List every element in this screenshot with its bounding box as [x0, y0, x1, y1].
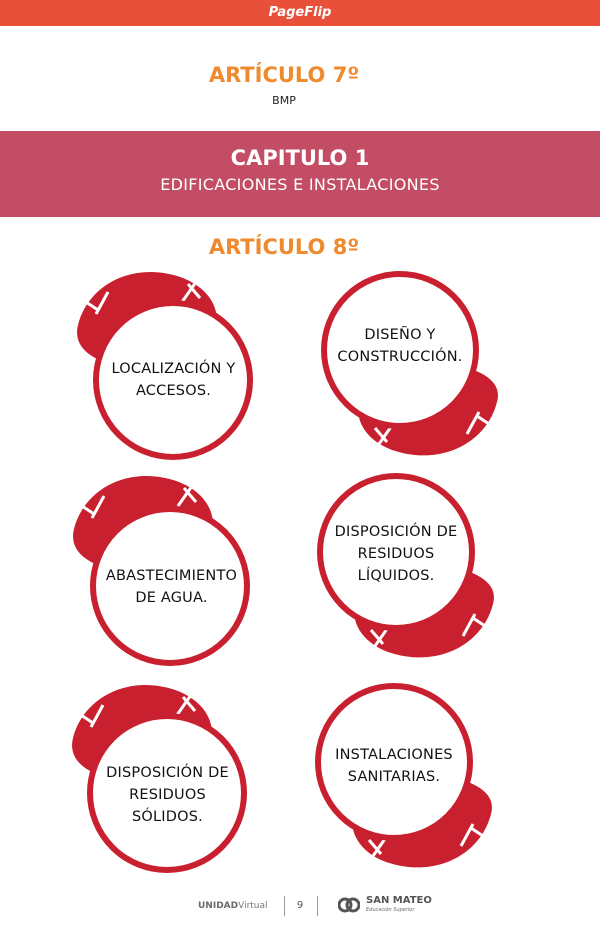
badge-line: RESIDUOS	[357, 546, 435, 562]
chapter-banner	[0, 131, 600, 217]
badge-line: DISPOSICIÓN DE	[106, 765, 229, 781]
badge-line: LOCALIZACIÓN Y	[111, 361, 236, 377]
article-7-subtitle: BMP	[272, 94, 296, 107]
badge-line: RESIDUOS	[129, 787, 206, 803]
badge-diseno	[322, 272, 497, 460]
badge-residuos-solidos	[73, 683, 248, 873]
unidad-virtual-logo: UNIDADVirtual	[198, 901, 268, 911]
badge-line: ACCESOS.	[135, 383, 212, 399]
page-number: 9	[296, 900, 304, 911]
badge-localizacion	[78, 270, 253, 460]
chapter-title: CAPITULO 1	[230, 146, 370, 170]
chapter-subtitle: EDIFICACIONES E INSTALACIONES	[160, 175, 440, 194]
footer-divider	[317, 896, 318, 916]
badge-line: DISPOSICIÓN DE	[334, 524, 458, 540]
badge-line: SANITARIAS.	[347, 769, 441, 785]
badge-line: SÓLIDOS.	[132, 809, 203, 825]
footer-divider	[284, 896, 285, 916]
badge-line: INSTALACIONES	[335, 747, 453, 763]
brand-tagline: Educación Superior	[366, 907, 415, 913]
brand-name: SAN MATEO	[366, 895, 432, 906]
page-footer	[0, 892, 600, 920]
badge-line: CONSTRUCCIÓN.	[337, 349, 463, 365]
badge-residuos-liquidos	[318, 474, 493, 662]
badge-line: ABASTECIMIENTO	[105, 568, 238, 584]
badge-abastecimiento	[74, 474, 249, 664]
badge-line: DE AGUA.	[135, 590, 208, 606]
app-title-bar: PageFlip	[0, 0, 600, 26]
badge-instalaciones	[316, 684, 491, 872]
san-mateo-logo-icon	[338, 894, 360, 916]
article-7-heading: ARTÍCULO 7º	[208, 63, 360, 87]
article-8-heading: ARTÍCULO 8º	[208, 235, 360, 259]
badge-line: LÍQUIDOS.	[357, 568, 435, 584]
badge-line: DISEÑO Y	[364, 327, 436, 343]
